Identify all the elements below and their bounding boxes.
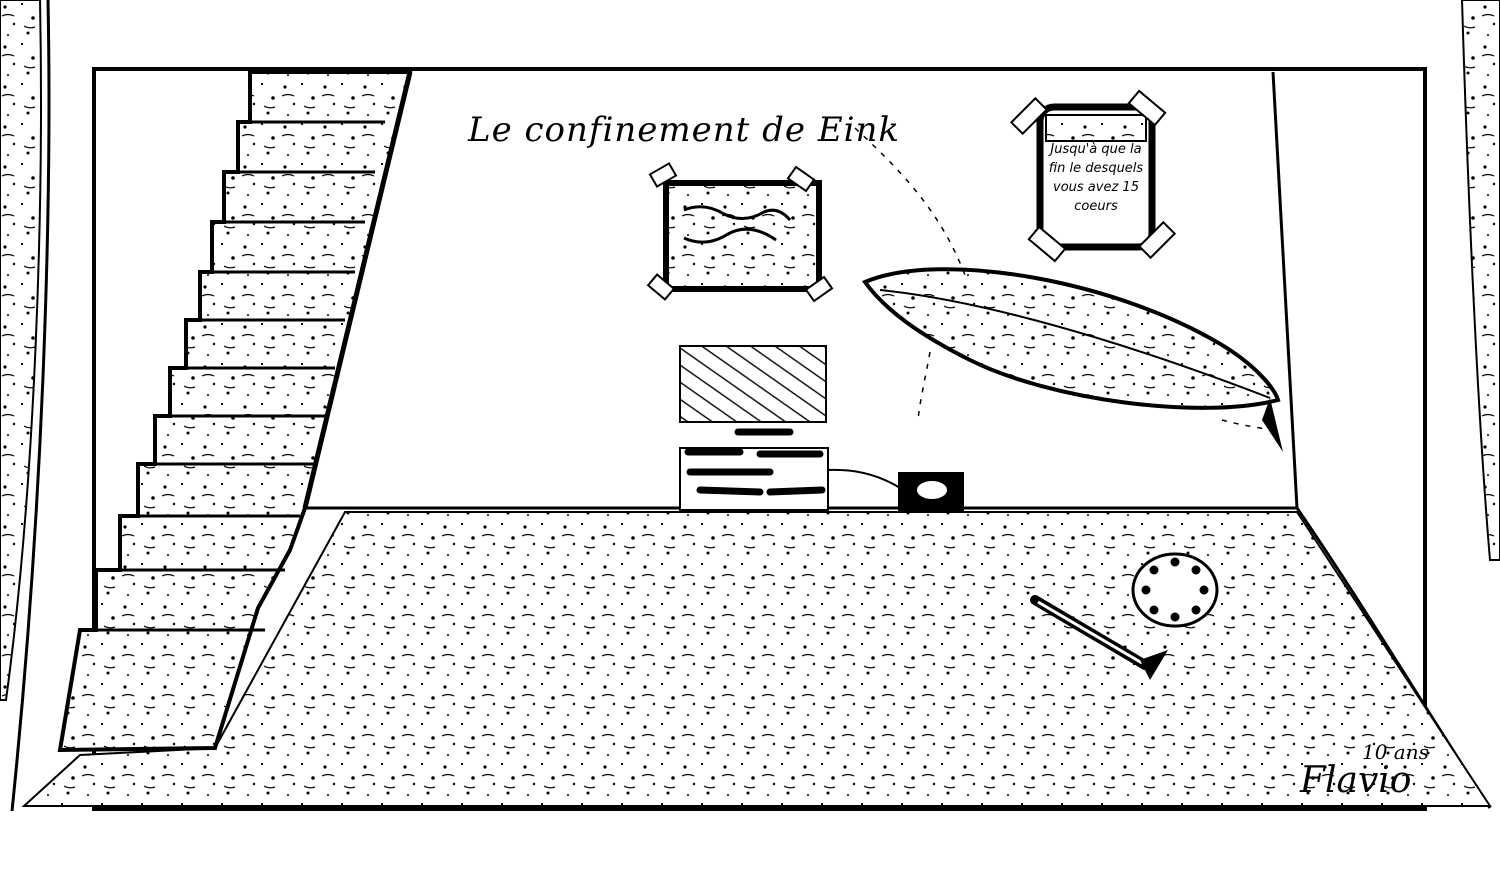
note-text: Jusqu'à que la fin le desquels vous avez 15 coeurs — [1048, 142, 1144, 214]
framed-picture — [648, 163, 832, 301]
hatched-screen — [680, 346, 826, 422]
cable — [828, 470, 900, 488]
speaker-box — [898, 472, 964, 512]
drawing-title: Le confinement de Eink — [468, 110, 901, 150]
signature-name: Flavio — [1300, 760, 1412, 801]
round-rug — [1133, 554, 1217, 626]
signature-age: 10 ans — [1362, 740, 1429, 764]
brick-stack — [680, 432, 828, 510]
